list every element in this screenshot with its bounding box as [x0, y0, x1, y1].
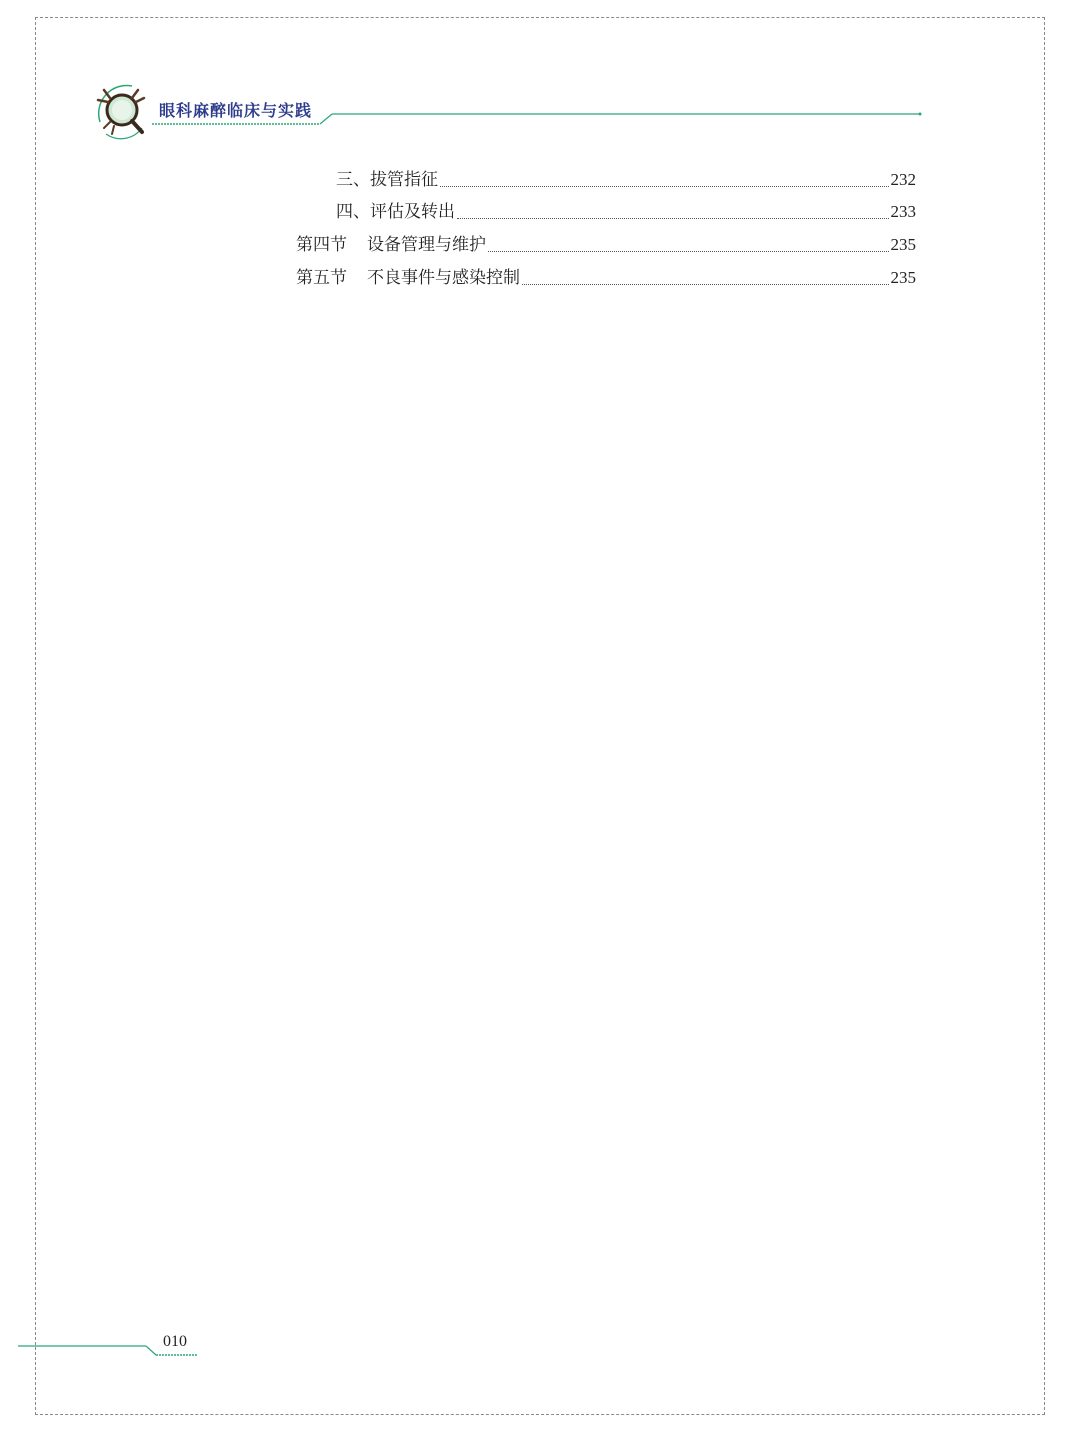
dot-leader	[457, 217, 889, 219]
page-frame	[35, 17, 1045, 1415]
toc-entry-page: 235	[890, 268, 916, 287]
toc-entry[interactable]	[296, 234, 916, 256]
toc-entry-title: 设备管理与维护	[367, 235, 486, 255]
toc-entry-page: 235	[890, 235, 916, 254]
toc-section-number: 第五节	[296, 268, 347, 288]
toc-entry[interactable]	[336, 169, 916, 191]
toc-entry-title: 不良事件与感染控制	[367, 268, 520, 288]
page-number: 010	[163, 1333, 187, 1350]
dot-leader	[522, 283, 889, 285]
dot-leader	[488, 250, 889, 252]
book-title: 眼科麻醉临床与实践	[159, 101, 313, 120]
toc-entry-page: 233	[890, 202, 916, 221]
toc-entry[interactable]	[336, 201, 916, 223]
toc-entry-page: 232	[890, 170, 916, 189]
dot-leader	[440, 185, 889, 187]
toc-entry-title: 四、评估及转出	[336, 202, 455, 222]
toc-entry[interactable]	[296, 267, 916, 289]
toc-section-number: 第四节	[296, 235, 347, 255]
toc-entry-title: 三、拔管指征	[336, 170, 438, 190]
header-divider	[150, 108, 925, 128]
eye-magnifier-logo-icon	[92, 80, 156, 140]
